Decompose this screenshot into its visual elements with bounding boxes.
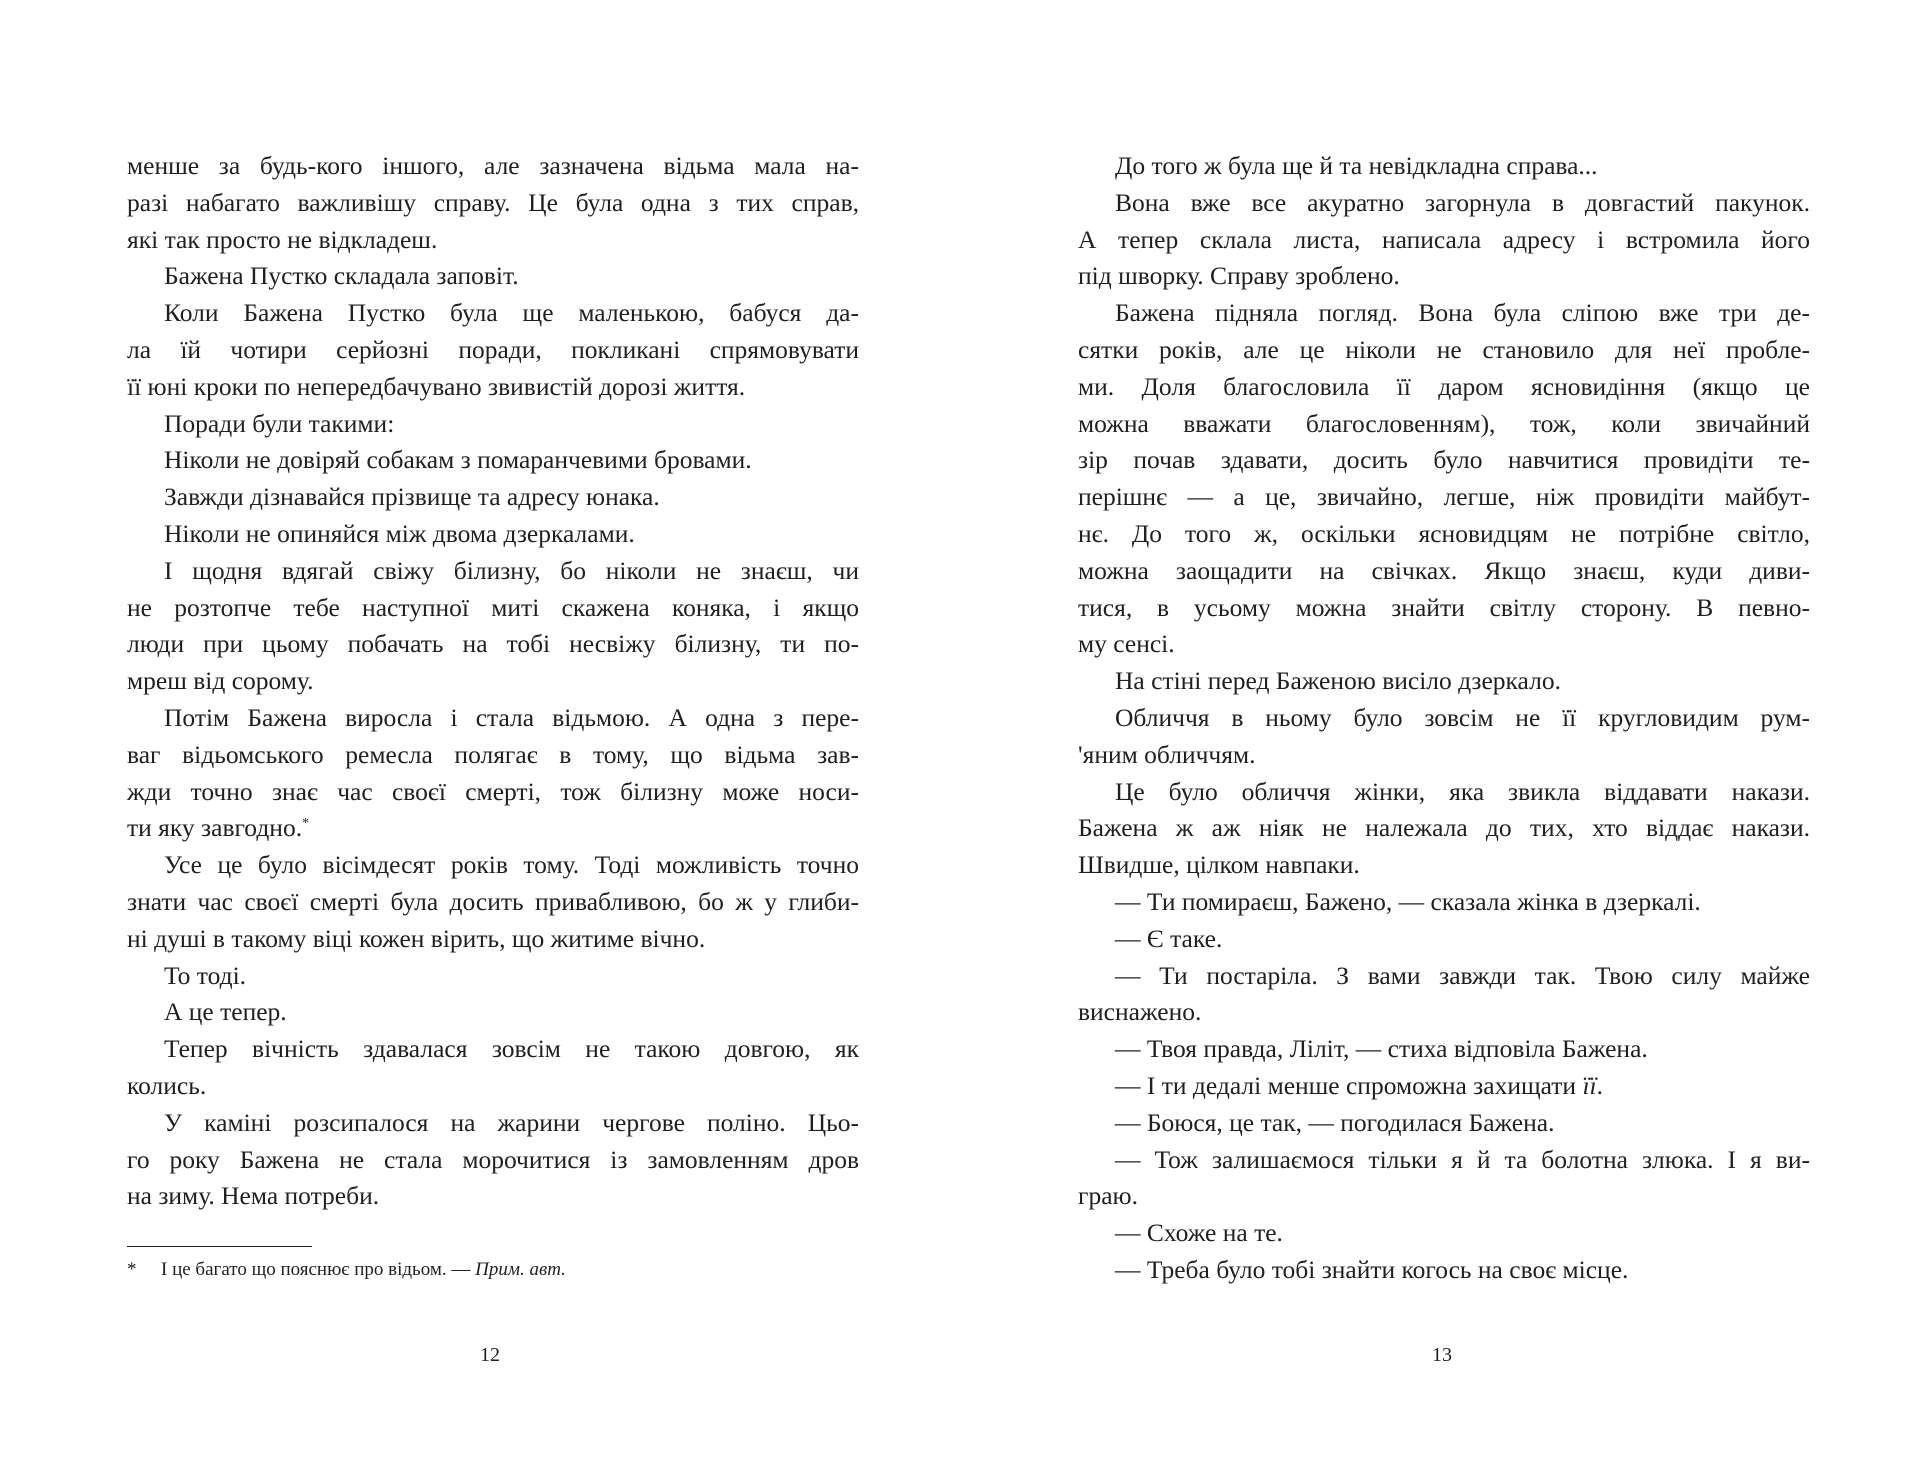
- text-line: Потім Бажена виросла і стала відьмою. А одна з пере-: [164, 702, 859, 732]
- text-line: Швидше, цілком навпаки.: [1078, 850, 1360, 880]
- right-page-text: [1078, 148, 1810, 1289]
- text-line: її юні кроки по непередбачувано звивистій дорозі життя.: [127, 371, 746, 401]
- text-line: знати час своєї смерті була досить привабливою, бо ж у глиби-: [127, 886, 859, 916]
- text-line: Бажена підняла погляд. Вона була сліпою вже три де-: [1115, 298, 1810, 328]
- text-line: разі набагато важливішу справу. Це була одна з тих справ,: [127, 187, 859, 217]
- text-line: нє. До того ж, оскільки ясновидцям не потрібне світло,: [1078, 518, 1810, 548]
- text-line: менше за будь-кого іншого, але зазначена відьма мала на-: [127, 151, 859, 180]
- text-line: То тоді.: [164, 960, 247, 990]
- text-line-content: ти яку завгодно.: [127, 813, 303, 843]
- footnote: [127, 1257, 867, 1283]
- text-line: ні душі в такому віці кожен вірить, що житиме вічно.: [127, 923, 706, 953]
- text-line: граю.: [1078, 1181, 1138, 1211]
- text-line: ваг відьомського ремесла полягає в тому, що відьма зав-: [127, 739, 859, 769]
- text-line: сятки років, але це ніколи не становило для неї пробле-: [1078, 334, 1810, 364]
- text-line: люди при цьому побачать на тобі несвіжу білизну, ти по-: [127, 629, 859, 659]
- text-line: Поради були такими:: [164, 408, 395, 438]
- page-number: 12: [480, 1344, 500, 1366]
- text-line: можна вважати благословенням), тож, коли звичайний: [1078, 408, 1810, 438]
- footnote-reference: *: [302, 816, 310, 832]
- text-line: Обличчя в ньому було зовсім не її кругловидим рум-: [1115, 702, 1810, 732]
- text-line: колись.: [127, 1070, 207, 1100]
- text-line-content: — І ти дедалі менше спроможна захищати: [1115, 1070, 1583, 1100]
- text-line: Тепер вічність здавалася зовсім не такою довгою, як: [164, 1034, 859, 1064]
- text-line: А тепер склала листа, написала адресу і встромила його: [1078, 224, 1810, 254]
- text-line: мреш від сорому.: [127, 666, 314, 696]
- text-line: — Твоя правда, Ліліт, — стиха відповіла Бажена.: [1115, 1034, 1648, 1064]
- text-line: можна заощадити на свічках. Якщо знаєш, куди диви-: [1078, 555, 1810, 585]
- text-line: на зиму. Нема потреби.: [127, 1181, 380, 1211]
- footnote-text: І це багато що пояснює про відьом. —: [161, 1259, 476, 1280]
- text-line-tail: .: [1596, 1070, 1603, 1100]
- text-line: На стіні перед Баженою висіло дзеркало.: [1115, 666, 1561, 696]
- italic-word: її: [1582, 1070, 1597, 1100]
- text-line: — Ти постаріла. З вами завжди так. Твою силу майже: [1115, 960, 1810, 990]
- text-line: перішнє — а це, звичайно, легше, ніж провидіти майбут-: [1078, 482, 1810, 512]
- text-line: які так просто не відкладеш.: [127, 224, 438, 254]
- text-line: Ніколи не довіряй собакам з помаранчевими бровами.: [164, 445, 752, 475]
- text-line: А це тепер.: [164, 997, 287, 1027]
- text-line: — Є таке.: [1115, 923, 1223, 953]
- page-number: 13: [1432, 1344, 1452, 1366]
- text-line: Ніколи не опиняйся між двома дзеркалами.: [164, 518, 635, 548]
- text-line: під шворку. Справу зроблено.: [1078, 261, 1400, 291]
- footnote-marker: *: [127, 1259, 137, 1280]
- text-line: — Схоже на те.: [1115, 1218, 1283, 1248]
- text-line: — Тож залишаємося тільки я й та болотна злюка. І я ви-: [1115, 1144, 1810, 1174]
- text-line: І щодня вдягай свіжу білизну, бо ніколи не знаєш, чи: [164, 555, 859, 585]
- text-line: Завжди дізнавайся прізвище та адресу юнака.: [164, 482, 660, 512]
- text-line: — Ти помираєш, Бажено, — сказала жінка в дзеркалі.: [1115, 886, 1701, 916]
- text-line: — Боюся, це так, — погодилася Бажена.: [1115, 1107, 1555, 1137]
- text-line: ми. Доля благословила її даром ясновидіння (якщо це: [1078, 371, 1810, 401]
- text-line: 'яним обличчям.: [1078, 739, 1256, 769]
- text-line: Коли Бажена Пустко була ще маленькою, бабуся да-: [164, 298, 859, 328]
- text-line: Бажена Пустко складала заповіт.: [164, 261, 519, 291]
- left-page-text: [127, 148, 859, 1215]
- text-line: не розтопче тебе наступної миті скажена коняка, і якщо: [127, 592, 859, 622]
- text-line: Вона вже все акуратно загорнула в довгастий пакунок.: [1115, 187, 1810, 217]
- text-line: Усе це було вісімдесят років тому. Тоді можливість точно: [164, 850, 859, 880]
- text-line: виснажено.: [1078, 997, 1202, 1027]
- text-line: — Треба було тобі знайти когось на своє місце.: [1115, 1254, 1629, 1284]
- text-line: Це було обличчя жінки, яка звикла віддавати накази.: [1115, 776, 1810, 806]
- text-line: жди точно знає час своєї смерті, тож білизну може носи-: [127, 776, 859, 806]
- footnote-divider: [127, 1246, 312, 1247]
- text-line: му сенсі.: [1078, 629, 1175, 659]
- text-line: Бажена ж аж ніяк не належала до тих, хто віддає накази.: [1078, 813, 1810, 843]
- text-line: го року Бажена не стала морочитися із замовленням дров: [127, 1144, 859, 1174]
- text-line: У каміні розсипалося на жарини чергове поліно. Цьо-: [164, 1107, 859, 1137]
- text-line: [127, 810, 859, 847]
- footnote-author-note: Прим. авт.: [475, 1259, 566, 1280]
- text-line: До того ж була ще й та невідкладна справа...: [1115, 151, 1598, 180]
- text-line: [1078, 1068, 1810, 1105]
- text-line: ла їй чотири серйозні поради, покликані спрямовувати: [127, 334, 859, 364]
- text-line: зір почав здавати, досить було навчитися провидіти те-: [1078, 445, 1810, 475]
- text-line: тися, в усьому можна знайти світлу сторону. В певно-: [1078, 592, 1810, 622]
- right-page: [960, 0, 1920, 1477]
